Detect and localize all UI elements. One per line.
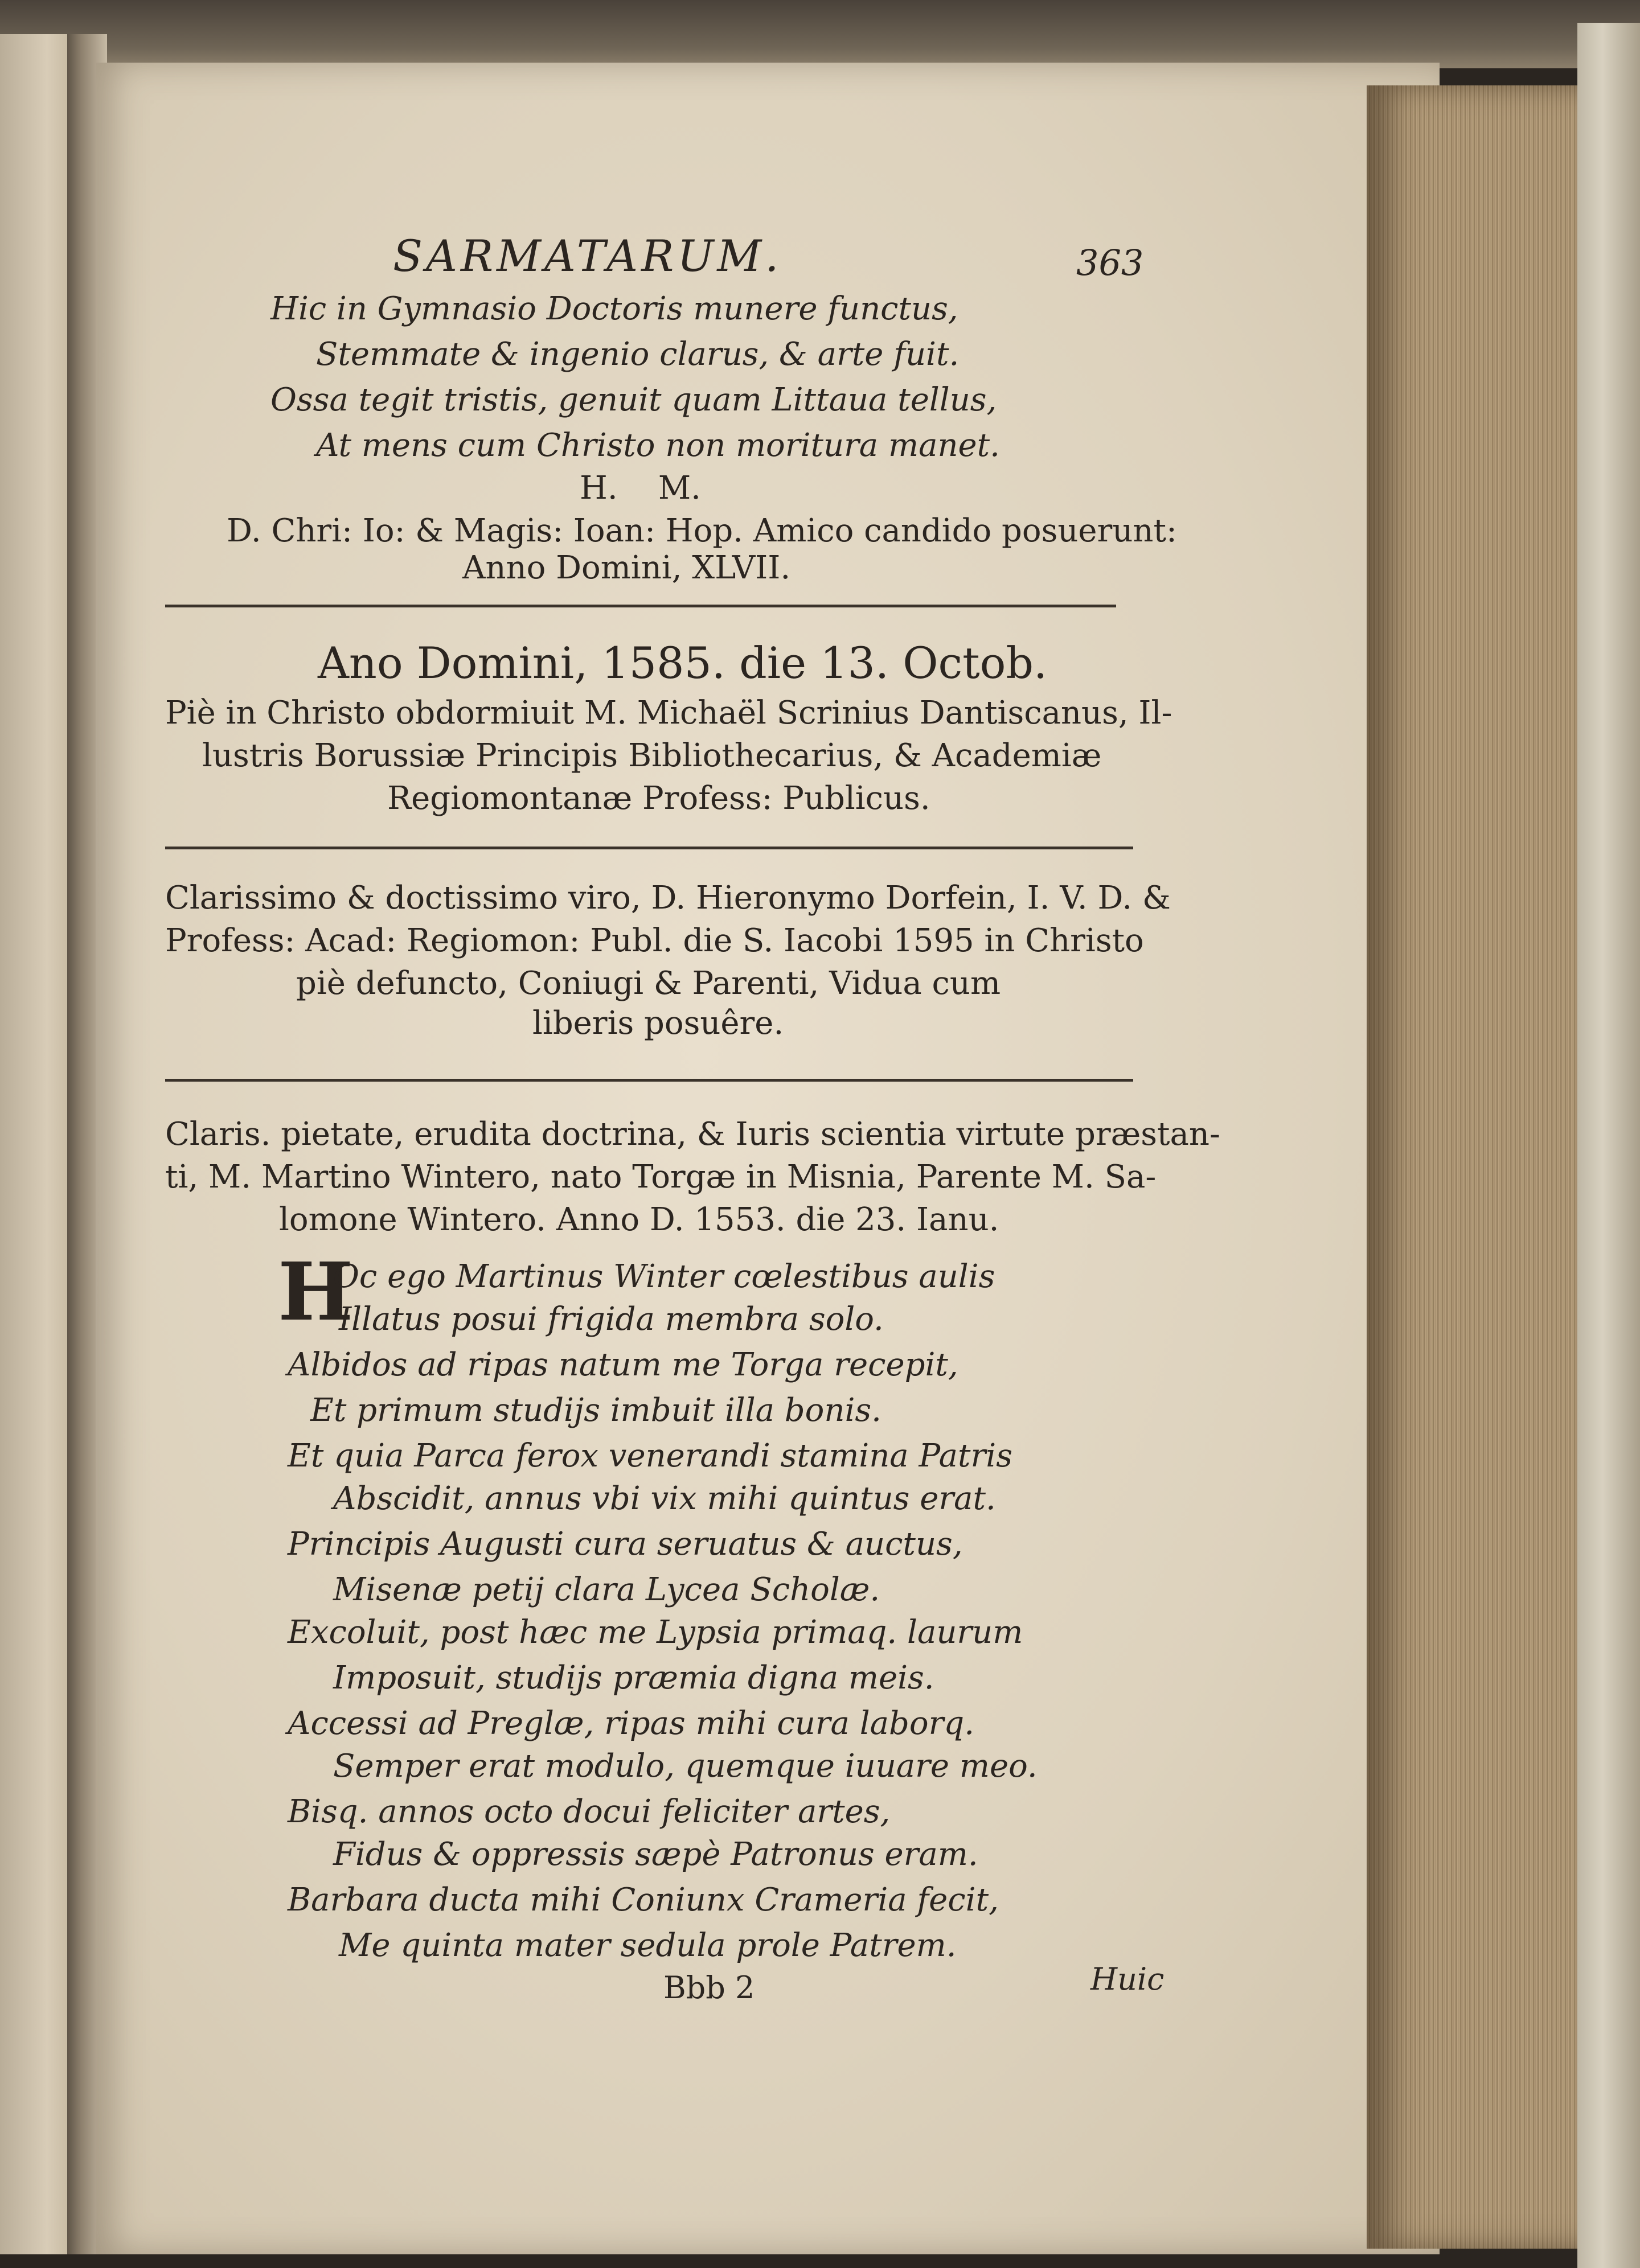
book-top-edge bbox=[0, 0, 1640, 68]
entry3-line-4: liberis posuêre. bbox=[532, 1005, 784, 1042]
verse-line-11: Accessi ad Preglæ, ripas mihi cura laborq. bbox=[288, 1705, 975, 1742]
entry2-line-1: Piè in Christo obdormiuit M. Michaël Scrinius Dantiscanus, Il- bbox=[165, 695, 1172, 732]
epitaph1-initials: H. M. bbox=[580, 470, 701, 507]
page-number: 363 bbox=[1076, 242, 1144, 284]
running-head: SARMATARUM. bbox=[393, 231, 782, 281]
verse-line-7: Principis Augusti cura seruatus & auctus, bbox=[288, 1526, 963, 1563]
verse-line-12: Semper erat modulo, quemque iuuare meo. bbox=[333, 1748, 1038, 1785]
catchword: Huic bbox=[1090, 1961, 1165, 1997]
epitaph1-dedication: D. Chri: Io: & Magis: Ioan: Hop. Amico candido posuerunt: bbox=[227, 512, 1177, 549]
verse-line-4: Et primum studijs imbuit illa bonis. bbox=[310, 1392, 882, 1429]
verse-line-16: Me quinta mater sedula prole Patrem. bbox=[339, 1927, 957, 1964]
divider-rule bbox=[165, 1079, 1133, 1082]
epitaph1-line-4: At mens cum Christo non moritura manet. bbox=[316, 427, 1000, 464]
epitaph1-year: Anno Domini, XLVII. bbox=[462, 549, 791, 586]
entry4-line-3: lomone Wintero. Anno D. 1553. die 23. Ianu. bbox=[279, 1201, 999, 1238]
epitaph1-line-2: Stemmate & ingenio clarus, & arte fuit. bbox=[316, 336, 960, 373]
verse-line-2: Illatus posui frigida membra solo. bbox=[339, 1301, 884, 1338]
verse-line-5: Et quia Parca ferox venerandi stamina Patris bbox=[288, 1437, 1012, 1474]
verse-line-14: Fidus & oppressis sæpè Patronus eram. bbox=[333, 1836, 978, 1873]
entry2-line-2: lustris Borussiæ Principis Bibliothecarius, & Academiæ bbox=[202, 737, 1102, 774]
verse-line-1: Oc ego Martinus Winter cœlestibus aulis bbox=[333, 1258, 995, 1295]
cover-edge bbox=[1577, 23, 1640, 2268]
verse-line-10: Imposuit, studijs præmia digna meis. bbox=[333, 1659, 934, 1696]
entry2-heading: Ano Domini, 1585. die 13. Octob. bbox=[318, 638, 1048, 688]
verse-line-8: Misenæ petij clara Lycea Scholæ. bbox=[333, 1571, 880, 1608]
drop-capital: H bbox=[278, 1246, 354, 1339]
signature-mark: Bbb 2 bbox=[663, 1970, 755, 2006]
divider-rule bbox=[165, 847, 1133, 849]
epitaph1-line-1: Hic in Gymnasio Doctoris munere functus, bbox=[270, 290, 958, 327]
verse-line-13: Bisq. annos octo docui feliciter artes, bbox=[288, 1793, 891, 1830]
verse-line-9: Excoluit, post hæc me Lypsia primaq. laurum bbox=[288, 1614, 1023, 1651]
divider-rule bbox=[165, 605, 1116, 607]
entry3-line-2: Profess: Acad: Regiomon: Publ. die S. Iacobi 1595 in Christo bbox=[165, 922, 1144, 959]
verse-line-6: Abscidit, annus vbi vix mihi quintus erat. bbox=[333, 1480, 996, 1517]
epitaph1-line-3: Ossa tegit tristis, genuit quam Littaua tellus, bbox=[270, 381, 997, 418]
verse-line-15: Barbara ducta mihi Coniunx Crameria fecit, bbox=[288, 1881, 999, 1918]
entry4-line-1: Claris. pietate, erudita doctrina, & Iuris scientia virtute præstan- bbox=[165, 1116, 1220, 1153]
verse-line-3: Albidos ad ripas natum me Torga recepit, bbox=[288, 1346, 958, 1383]
entry4-line-2: ti, M. Martino Wintero, nato Torgæ in Misnia, Parente M. Sa- bbox=[165, 1158, 1157, 1195]
entry3-line-3: piè defuncto, Coniugi & Parenti, Vidua cum bbox=[296, 965, 1001, 1002]
page-block-edges bbox=[1367, 85, 1583, 2249]
entry3-line-1: Clarissimo & doctissimo viro, D. Hieronymo Dorfein, I. V. D. & bbox=[165, 880, 1171, 917]
entry2-line-3: Regiomontanæ Profess: Publicus. bbox=[387, 780, 930, 817]
